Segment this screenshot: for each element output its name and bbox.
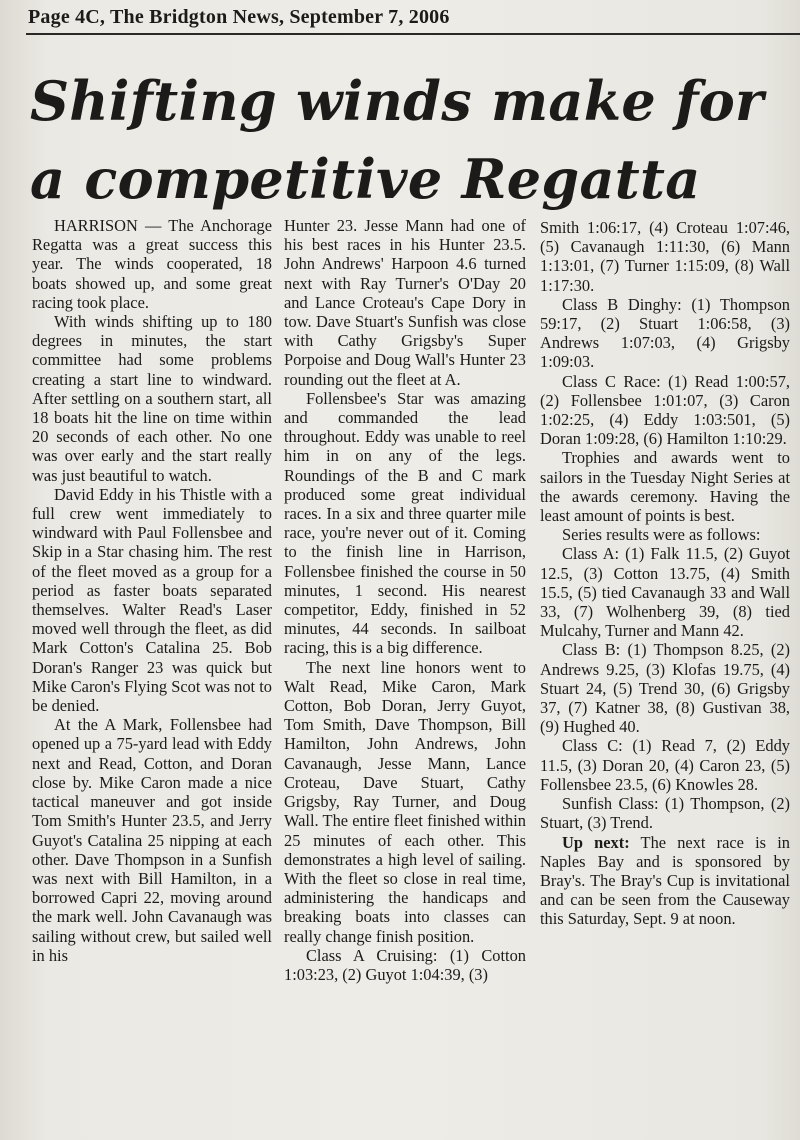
article-column-1 [32,216,272,965]
paragraph: HARRISON — The Anchorage Regatta was a great success this year. The winds cooperated, 18 boats showed up, and some great racing took place. [32,216,272,312]
article-column-3 [540,218,790,929]
paragraph: David Eddy in his Thistle with a full crew went immediately to windward with Paul Follensbee and Skip in a Star chasing him. The rest of the fleet moved as a group for a period as faster boats separated themselves. Walter Read's Laser moved well through the fleet, as did Mark Cotton's Catalina 25. Bob Doran's Ranger 23 was quick but Mike Caron's Flying Scot was not to be denied. [32,484,272,716]
page-folio: Page 4C, The Bridgton News, September 7, 2006 [28,6,450,28]
paragraph: Series results were as follows: [562,525,761,545]
paragraph: Class A Cruising: (1) Cotton 1:03:23, (2) Guyot 1:04:39, (3) [284,945,526,984]
up-next-text: The next race is in Naples Bay and is sponsored by Bray's. The Bray's Cup is invitational and can be seen from the Causeway this Saturday, Sept. 9 at noon. [540,832,790,929]
paragraph: Class C Race: (1) Read 1:00:57, (2) Follensbee 1:01:07, (3) Caron 1:02:25, (4) Eddy 1:03:501, (5) Doran 1:09:28, (6) Hamilton 1:10:29. [540,371,790,449]
headline-line-1: Shifting winds make for [30,69,764,133]
up-next-label: Up next: [562,832,630,852]
paragraph: Class A: (1) Falk 11.5, (2) Guyot 12.5, (3) Cotton 13.75, (4) Smith 15.5, (5) tied Cavanaugh 33 and Wall 33, (7) Wolhenberg 39, (8) tied Mulcahy, Turner and Mann 42. [540,544,790,641]
paragraph: The next line honors went to Walt Read, Mike Caron, Mark Cotton, Bob Doran, Jerry Guyot, Tom Smith, Dave Thompson, Bill Hamilton, John Andrews, John Cavanaugh, Jesse Mann, Lance Croteau, Dave Stuart, Cathy Grigsby, Ray Turner, and Doug Wall. The entire fleet finished within 25 minutes of each other. This demonstrates a high level of sailing. With the fleet so close in real time, administering the handicaps and breaking boats into classes can really change finish position. [284,657,526,946]
headline [30,62,790,218]
folio-rule [26,33,800,35]
paragraph: Smith 1:06:17, (4) Croteau 1:07:46, (5) Cavanaugh 1:11:30, (6) Mann 1:13:01, (7) Turner 1:15:09, (8) Wall 1:17:30. [540,218,790,295]
paragraph: Trophies and awards went to sailors in the Tuesday Night Series at the awards ceremony. Having the least amount of points is best. [540,448,790,526]
paragraph: Class B Dinghy: (1) Thompson 59:17, (2) Stuart 1:06:58, (3) Andrews 1:07:03, (4) Grigsby 1:09:03. [540,294,790,372]
paragraph: At the A Mark, Follensbee had opened up a 75-yard lead with Eddy next and Read, Cotton, and Doran close by. Mike Caron made a nice tactical maneuver and got inside Tom Smith's Hunter 23.5, and Jerry Guyot's Catalina 25 nipping at each other. Dave Thompson in a Sunfish was next with Bill Hamilton, in a borrowed Capri 22, moving around the mark well. John Cavanaugh was sailing without crew, but sailed well in his [32,715,272,965]
paragraph: Class C: (1) Read 7, (2) Eddy 11.5, (3) Doran 20, (4) Caron 23, (5) Follensbee 23.5, (6) Knowles 28. [540,736,790,794]
headline-line-2: a competitive Regatta [30,147,701,211]
paragraph: Sunfish Class: (1) Thompson, (2) Stuart, (3) Trend. [540,794,790,833]
paragraph: Class B: (1) Thompson 8.25, (2) Andrews 9.25, (3) Klofas 19.75, (4) Stuart 24, (5) Trend 30, (6) Grigsby 37, (7) Katner 38, (8) Gustivan 38, (9) Hughed 40. [540,640,790,737]
article-column-2 [284,216,526,984]
up-next-paragraph [540,833,790,929]
paragraph: With winds shifting up to 180 degrees in minutes, the start committee had some problems creating a start line to windward. After settling on a southern start, all 18 boats hit the line on time within 20 seconds of each other. No one was over early and the start really was just beautiful to watch. [32,312,272,485]
paragraph: Follensbee's Star was amazing and commanded the lead throughout. Eddy was unable to reel him in on any of the legs. Roundings of the B and C mark produced some great individual races. In a six and three quarter mile race, you're never out of it. Coming to the finish line in Harrison, Follensbee finished the course in 50 minutes, 1 second. His nearest competitor, Eddy, finished in 52 minutes, 44 seconds. In sailboat racing, this is a big difference. [284,388,526,658]
paragraph: Hunter 23. Jesse Mann had one of his best races in his Hunter 23.5. John Andrews' Harpoon 4.6 turned next with Ray Turner's O'Day 20 and Lance Croteau's Cape Dory in tow. Dave Stuart's Sunfish was close with Cathy Grigsby's Super Porpoise and Doug Wall's Hunter 23 rounding out the fleet at A. [284,216,526,389]
